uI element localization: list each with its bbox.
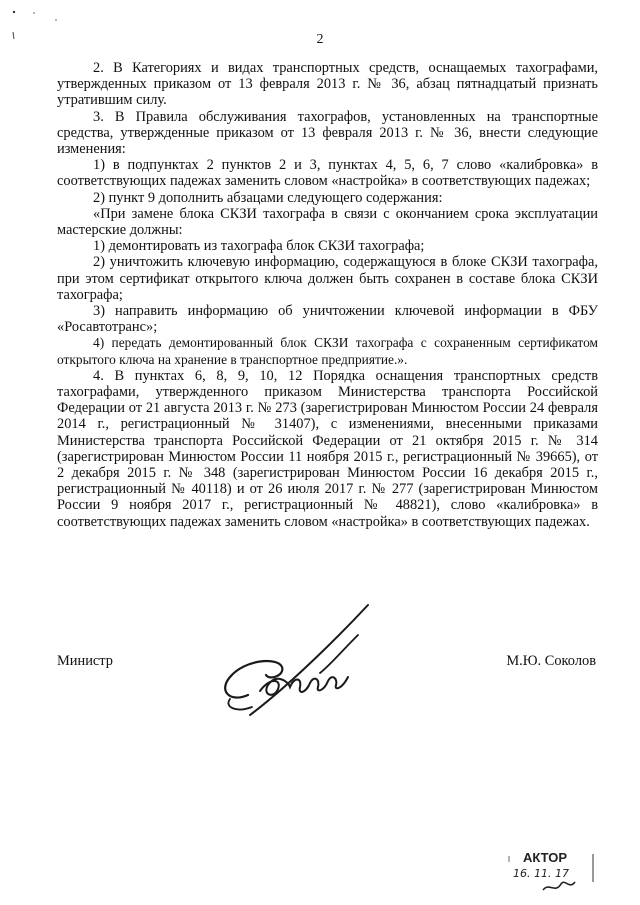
stamp-date: 16. 11. 17 xyxy=(513,867,569,880)
quote-item-1: 1) демонтировать из тахографа блок СКЗИ тахографа; xyxy=(93,238,425,255)
quote-item-4: 4) передать демонтированный блок СКЗИ тахографа с сохраненным сертификатом открытого ключа на хранение в транспортное предприятие.». xyxy=(57,335,598,367)
subitem-2: 2) пункт 9 дополнить абзацами следующего содержания: xyxy=(93,189,443,206)
quote-item-3: 3) направить информацию об уничтожении ключевой информации в ФБУ «Росавтотранс»; xyxy=(57,303,598,336)
registration-stamp xyxy=(505,848,605,901)
quote-item-2: 2) уничтожить ключевую информацию, содержащуюся в блоке СКЗИ тахографа, при этом сертификат открытого ключа должен быть сохранен в составе блока СКЗИ тахографа; xyxy=(57,254,598,303)
quote-intro: «При замене блока СКЗИ тахографа в связи с окончанием срока эксплуатации мастерские должны: xyxy=(57,205,598,239)
paragraph-3: 3. В Правила обслуживания тахографов, установленных на транспортные средства, утвержденные приказом от 13 февраля 2013 г. № 36, внести следующие изменения: xyxy=(57,108,598,158)
stamp-label: АКТОР xyxy=(523,850,568,865)
subitem-1: 1) в подпунктах 2 пунктов 2 и 3, пунктах 4, 5, 6, 7 слово «калибровка» в соответствующих падежах заменить словом «настройка» в соответствующих падежах; xyxy=(57,157,598,190)
page-number: 2 xyxy=(316,32,324,47)
handwritten-signature xyxy=(190,595,390,735)
paragraph-2: 2. В Категориях и видах транспортных средств, оснащаемых тахографами, утвержденных приказом от 13 февраля 2013 г. № 36, абзац пятнадцатый признать утратившим силу. xyxy=(57,60,598,109)
paragraph-4: 4. В пунктах 6, 8, 9, 10, 12 Порядка оснащения транспортных средств тахографами, утвержденного приказом Министерства транспорта Российской Федерации от 21 августа 2013 г. № 273 (зарегистрирован Минюстом России 24 февраля 2014 г., регистрационный № 31407), с изменениями, внесенными приказами Министерства транспорта Российской Федерации от 21 октября 2015 г. № 314 (зарегистрирован Минюстом России 11 ноября 2015 г., регистрационный № 39665), от 2 декабря 2015 г. № 348 (зарегистрирован Минюстом России 16 декабря 2015 г., регистрационный № 40118) и от 26 июля 2017 г. № 277 (зарегистрирован Минюстом России 9 ноября 2017 г., регистрационный № 48821), слово «калибровка» в соответствующих падежах заменить словом «настройка» в соответствующих падежах. xyxy=(57,367,598,530)
document-body xyxy=(57,60,598,530)
signatory-name: М.Ю. Соколов xyxy=(506,653,596,669)
signatory-title: Министр xyxy=(57,653,113,669)
